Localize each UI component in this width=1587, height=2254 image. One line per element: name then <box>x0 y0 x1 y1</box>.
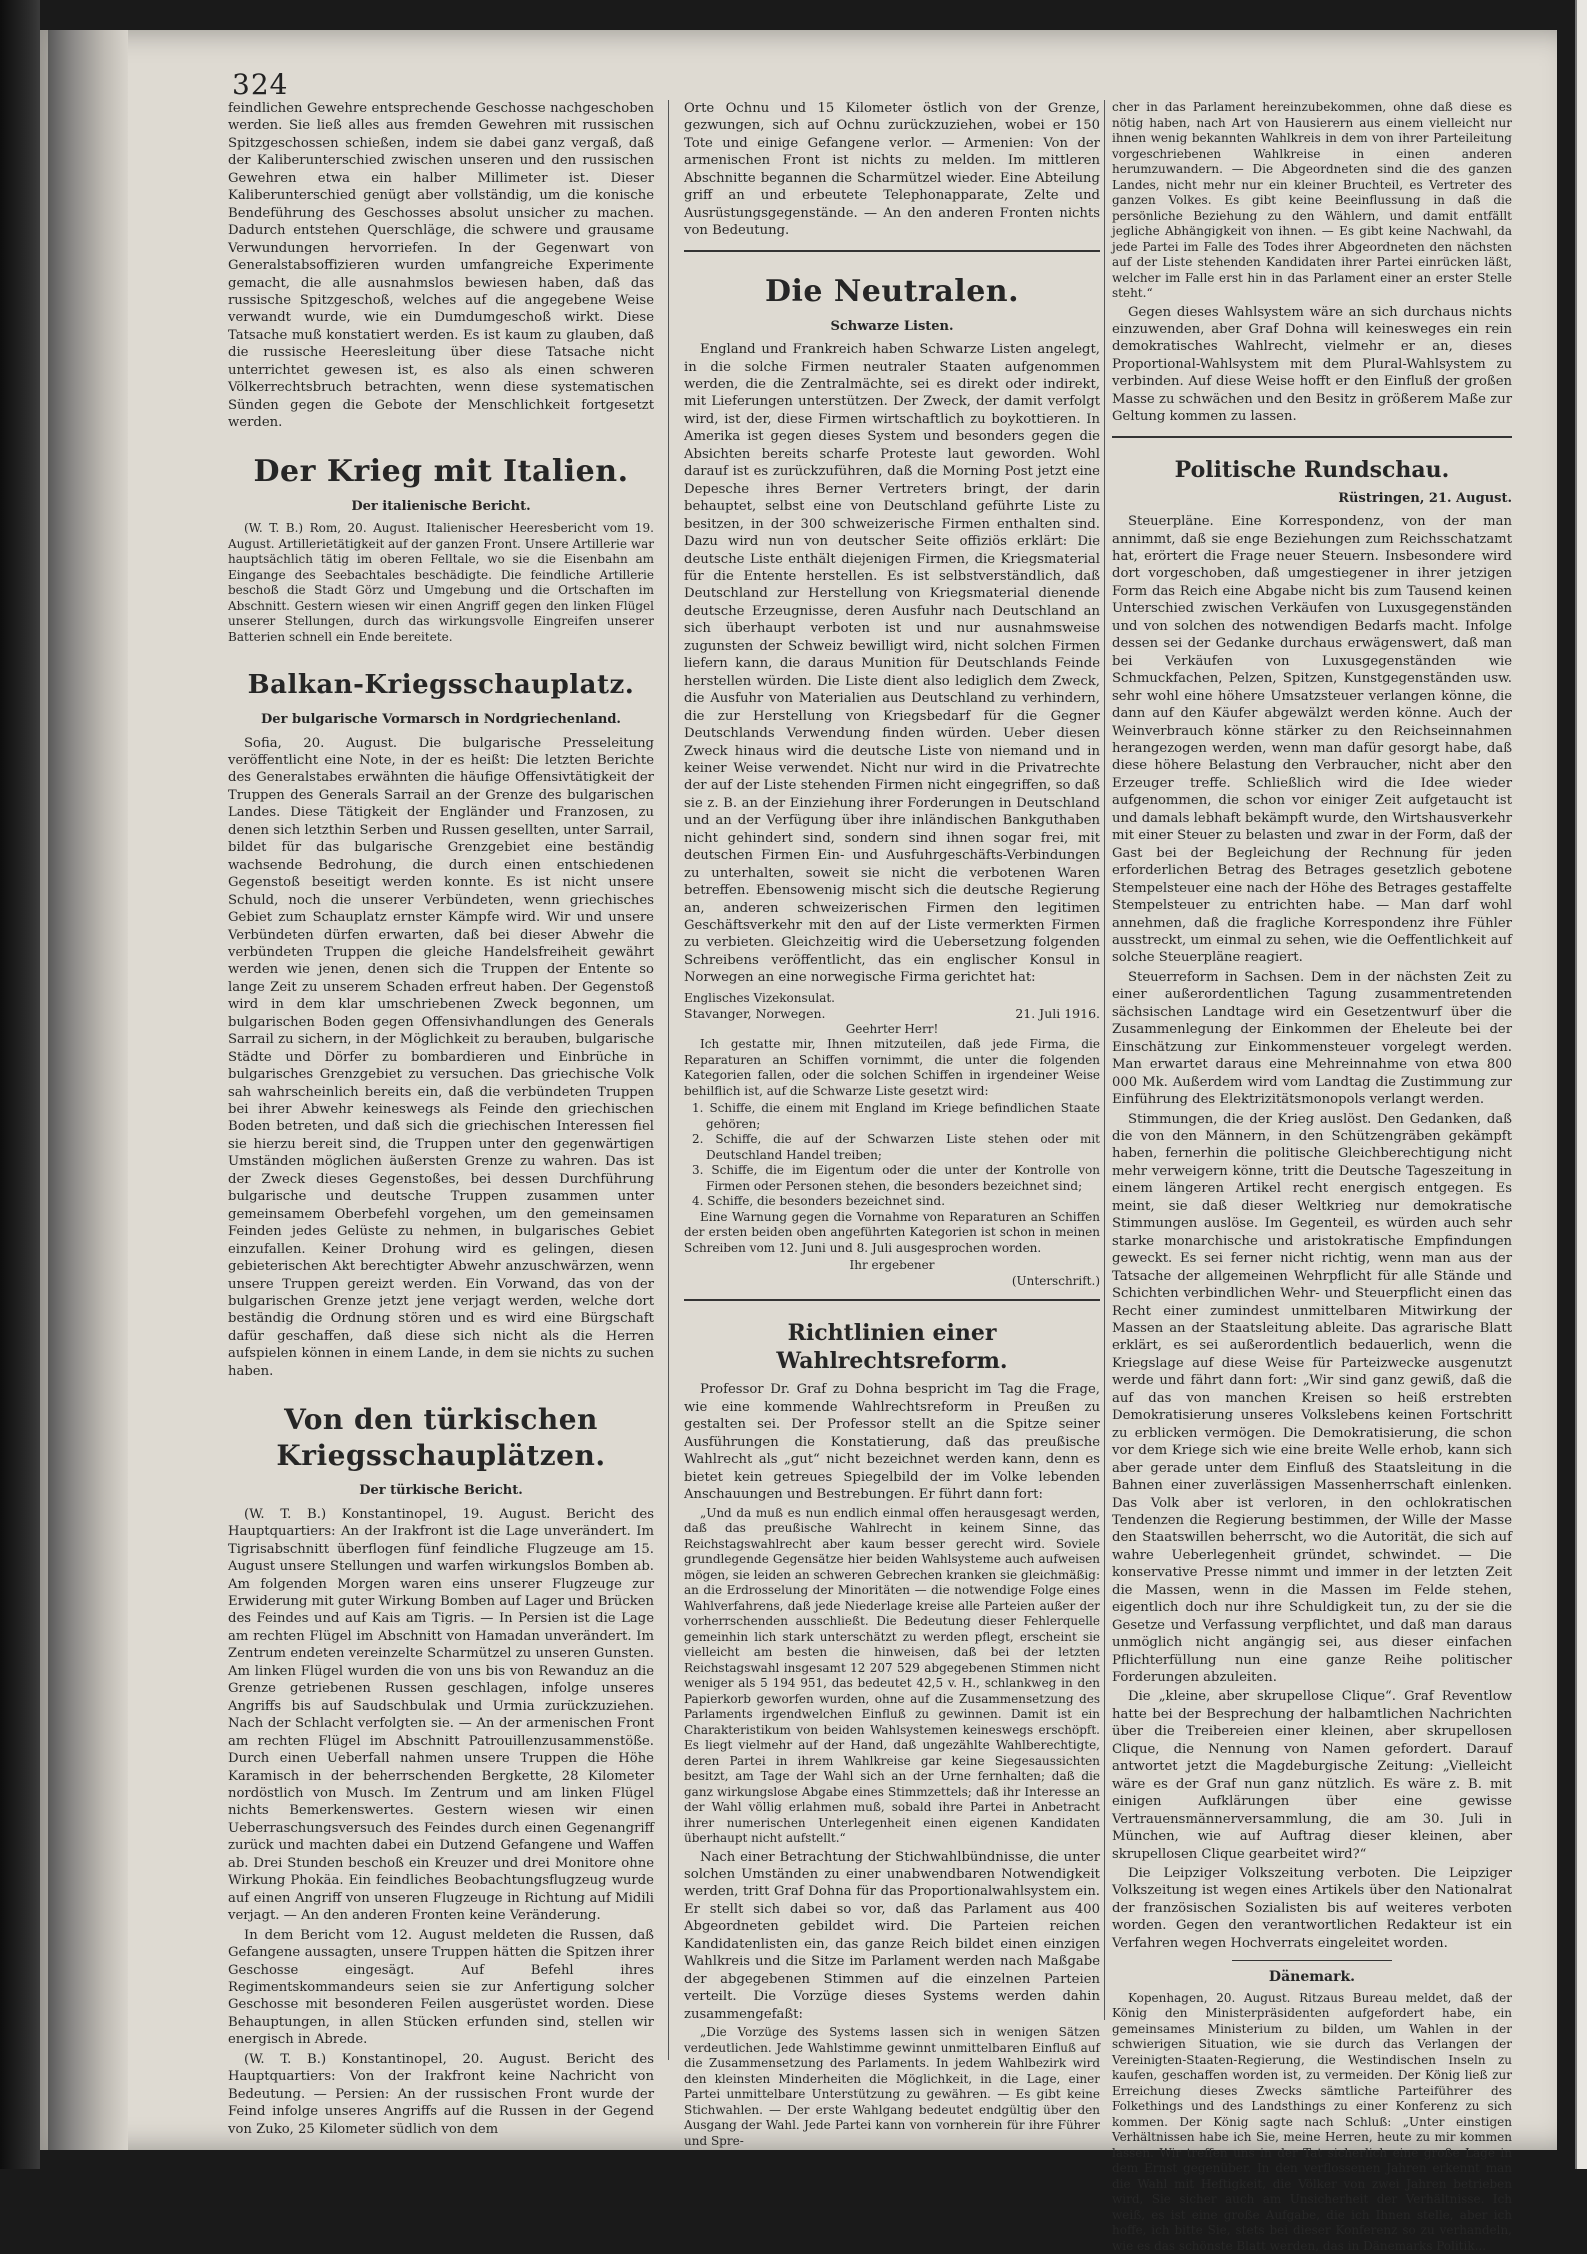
letter-salutation: Geehrter Herr! <box>845 1021 939 1036</box>
scan-edge <box>1575 0 1587 2169</box>
heading-balkan: Balkan-Kriegsschauplatz. <box>247 670 635 701</box>
clique-text: Die „kleine, aber skrupellose Clique“. Graf Reventlow hatte bei der Besprechung der halbamtlichen Nachrichten über die Treibereien einer kleinen, aber skrupellosen Clique, die Nennung von Namen gefordert. Darauf antwortet jetzt die Magdeburgische Zeitung: „Vielleicht wäre es der Graf nun ganz nützlich. Es wäre z. B. mit einigen Aufklärungen über eine gewisse Vertrauensmännerversammlung, die am 30. Juli in München, wie auf Auftrag dieser kleinen, aber skrupellosen Clique gearbeitet wird?“ <box>1112 1689 1512 1862</box>
wahl-quote: „Und da muß es nun endlich einmal offen herausgesagt werden, daß das preußische Wahlrecht in keinem Sinne, das Reichstagswahlrecht aber kaum besser gerecht wird. Soviele grundlegende Gegensätze hier beiden Wahlsysteme auch aufweisen mögen, sie leiden an schweren Gebrechen kranken sie gleichmäßig: an die Erdrosselung der Minoritäten — die notwendige Folge eines Wahlverfahrens, daß jede Niederlage kreise alle Parteien außer der vorherrschenden ausschließt. Die Bedeutung dieser Fehlerquelle gemeinhin lich stark unterschätzt zu werden pflegt, erscheint sie vielleicht am besten die hinweisen, daß bei der letzten Reichstagswahl insgesamt 12 207 529 abgegebenen Stimmen nicht weniger als 5 194 951, das bedeutet 42,5 v. H., schlankweg in den Papierkorb geworfen wurden, ohne auf die Zusammensetzung des Parlaments irgendwelchen Einfluß zu gewinnen. Damit ist ein Charakteristikum von beiden Wahlsystemen keineswegs erschöpft. Es liegt vielmehr auf der Hand, daß ungezählte Wahlberechtigte, deren Partei in ihrem Wahlkreise gar keine Siegesaussichten besitzt, am Tage der Wahl sich an der Urne fernhalten; daß die ganz wirkungslose Abgabe eines Stimmzettels; daß ihr Interesse an der Wahl völlig erlahmen muß, sobald ihre Partei in Anbetracht ihrer numerischen Unterlegenheit einen eigenen Kandidaten überhaupt nicht aufstellt.“ <box>684 1505 1100 1846</box>
letter-head: Englisches Vizekonsulat. <box>684 990 835 1005</box>
letter-item: 3. Schiffe, die im Eigentum oder die unter der Kontrolle von Firmen oder Personen stehen, die besonders bezeichnet sind; <box>692 1163 1100 1193</box>
neutral-text: England und Frankreich haben Schwarze Listen angelegt, in die solche Firmen neutraler Staaten aufgenommen werden, die die Zentralmächte, sei es direkt oder indirekt, mit Lieferungen unterstützen. Der Zweck, der damit verfolgt wird, ist der, diese Firmen wirtschaftlich zu boykottieren. In Amerika ist gegen dieses System und besonders gegen die Absichten bereits scharfe Proteste laut geworden. Wohl darauf ist es zurückzuführen, daß die Morning Post jetzt eine Depesche ihres Berner Vertreters bringt, der darin behauptet, selbst eine von Deutschland geführte Liste zu besitzen, in der 300 schweizerische Firmen enthalten sind. Dazu wird nun von deutscher Seite offiziös erklärt: Die deutsche Liste enthält diejenigen Firmen, die Kriegsmaterial für die Entente herstellen. Es ist selbstverständlich, daß Deutschland zur Herstellung von Kriegsmaterial dienende deutsche Erzeugnisse, deren Ausfuhr nach Deutschland an sich überhaupt verboten ist und nur ausnahmsweise zugunsten der Schweiz bewilligt wird, nicht solchen Firmen liefern kann, die daraus Munition für Deutschlands Feinde herstellen würden. Die Liste dient also lediglich dem Zweck, die Ausfuhr von Materialien aus Deutschland zu verhindern, die zur Herstellung von Kriegsbedarf für die Gegner Deutschlands Verwendung finden würden. Ueber diesen Zweck hinaus wird die deutsche Liste von niemand und in keiner Weise verwendet. Nicht nur wird in die Privatrechte der auf der Liste stehenden Firmen nicht eingegriffen, so daß sie z. B. an der Einziehung ihrer Forderungen in Deutschland und an der Verfügung über ihre inländischen Bankguthaben nicht gehindert sind, sondern sind ihnen sogar frei, mit deutschen Firmen Ein- und Ausfuhrgeschäfts-Verbindungen zu unterhalten, soweit sie nicht die verbotenen Waren betreffen. Ebensowenig mischt sich die deutsche Regierung an, anderen schweizerischen Firmen den legitimen Geschäftsverkehr mit den auf der Liste vermerkten Firmen zu verbieten. Gleichzeitig wird die Uebersetzung folgenden Schreibens veröffentlicht, das ein englischer Konsul in Norwegen an eine norwegische Firma gerichtet hat: <box>684 342 1100 986</box>
heading-tuerkische-kriegsschauplaetze: Von den türkischen Kriegsschauplätzen. <box>276 1403 606 1473</box>
subheading-balkan: Der bulgarische Vormarsch in Nordgriechenland. <box>261 712 621 728</box>
leipzig-text: Die Leipziger Volkszeitung verboten. Die Leipziger Volkszeitung ist wegen eines Artikels über den Nationalrat der französischen Sozialisten bis auf weiteres verboten worden. Gegen den verantwortlichen Redakteur ist ein Verfahren wegen Hochverrats eingeleitet worden. <box>1112 1866 1512 1951</box>
book-spine <box>0 0 40 2169</box>
subheading-tuerkisch: Der türkische Bericht. <box>359 1483 523 1499</box>
section-rule <box>684 1299 1100 1301</box>
letter-signature: (Unterschrift.) <box>1011 1273 1100 1288</box>
heading-krieg-italien: Der Krieg mit Italien. <box>253 453 629 489</box>
subheading-schwarze-listen: Schwarze Listen. <box>830 318 954 334</box>
column-divider-2 <box>1104 100 1105 2020</box>
col3-top: cher in das Parlament hereinzubekommen, ohne daß diese es nötig haben, nach Art von Hausierern aus einem vielleicht nur ihnen wenig bekannten Wahlkreis in dem von ihrer Parteileitung vorgeschriebenen Wahlkreise in einen anderen herumzuwandern. — Die Abgeordneten sind die des ganzen Landes, nicht mehr nur ein kleiner Bruchteil, es Vertreter des ganzen Volkes. Es gibt keine Beeinflussung in daß die persönliche Beziehung zu den Wählern, und damit entfällt jegliche Abhängigkeit von ihnen. — Es gibt keine Nachwahl, da jede Partei im Falle des Todes ihrer Abgeordneten den nächsten auf der Liste stehenden Kandidaten ihrer Partei einrücken läßt, welcher im Falle erst hin in das Parlament einer an erster Stelle steht.“ <box>1112 100 1512 300</box>
section-rule <box>1232 1960 1392 1961</box>
letter-item: 1. Schiffe, die einem mit England im Kriege befindlichen Staate gehören; <box>692 1101 1100 1131</box>
wahl-text-3: „Die Vorzüge des Systems lassen sich in wenigen Sätzen verdeutlichen. Jede Wahlstimme gewinnt unmittelbaren Einfluß auf die Zusammensetzung des Parlaments. In jedem Wahlbezirk wird den kleinsten Minderheiten die Möglichkeit, in die Lage, einer Partei unmittelbare Unterstützung zu gewähren. — Es gibt keine Stichwahlen. — Der erste Wahlgang bedeutet endgültig über den Ausgang der Wahl. Jede Partei kann von vornherein für ihre Führer und Spre- <box>684 2025 1100 2148</box>
page-number: 324 <box>232 68 289 101</box>
col2-top: Orte Ochnu und 15 Kilometer östlich von der Grenze, gezwungen, sich auf Ochnu zurückzuziehen, wobei er 150 Tote und einige Gefangene verlor. — Armenien: Von der armenischen Front ist nichts zu melden. Im mittleren Abschnitte begannen die Scharmützel wieder. Eine Abteilung griff an und erbeutete Telephonapparate, Zelte und Ausrüstungsgegenstände. — An den anderen Fronten nichts von Bedeutung. <box>684 101 1100 239</box>
consul-letter <box>684 991 1100 1290</box>
heading-daenemark: Dänemark. <box>1268 1969 1356 1986</box>
daenemark-text: Kopenhagen, 20. August. Ritzaus Bureau meldet, daß der König den Ministerpräsidenten aufgefordert habe, ein gemeinsames Ministerium zu bilden, um Wahlen in der schwierigen Situation, wie sie durch das Verlangen der Vereinigten-Staaten-Regierung, die Westindischen Inseln zu kaufen, geschaffen worden ist, zu vermeiden. Der König ließ zur Erreichung dieses Zwecks sämtliche Parteiführer des Folkethings und des Landsthings zu einer Konferenz zu sich kommen. Der König sagte nach Schluß: „Unter einstigen Verhältnissen habe ich Sie, meine Herren, heute zu mir kommen lassen. Wir treffen uns in der Tat sicherlich eine große Lage in dem Ernst gegenüber. In den verflossenen Jahren erkennt man die Wahl mit Heftigkeit, die Völker von zwei Jahren betrieben wird, Sie sicher auch am Unsicherheit der Verhältnisse. Ich weiß, es ist eine große Aufgabe, die ich Ihnen stelle, aber ich hoffe, ich bitte Sie, stets bei dieser Konferenz so zu verhandeln, wie es das schönste Blatt werden, das in Dänemarks Politik... <box>1112 1990 1512 2253</box>
sachsen-text: Steuerreform in Sachsen. Dem in der nächsten Zeit zu einer außerordentlichen Tagung zusammentretenden sächsischen Landtage wird ein Gesetzentwurf über die Zusammenlegung der Einkommen der Eheleute bei der Einschätzung zur Einkommensteuer vorgelegt werden. Man erwartet daraus eine Mehreinnahme von etwa 800 000 Mk. Außerdem wird vom Landtag die Zustimmung zur Einführung des Elektrizitätsmonopols verlangt werden. <box>1112 969 1512 1108</box>
col1-intro: feindlichen Gewehre entsprechende Geschosse nachgeschoben werden. Sie ließ alles aus fremden Gewehren mit russischen Spitzgeschossen schießen, indem sie dabei ganz vergaß, daß der Kaliberunterschied zwischen unseren und den russischen Gewehren etwa ein halber Millimeter ist. Dieser Kaliberunterschied genügt aber vollständig, um die konische Bendeführung des Geschosses absolut unsicher zu machen. Dadurch entstehen Querschläge, die schwere und grausame Verwundungen hervorriefen. In der Gegenwart von Generalstabsoffizieren wurden umfangreiche Experimente gemacht, die alle ausnahmslos bewiesen haben, daß das russische Spitzgeschoß, welches auf die angegebene Weise verwandt wurde, wie ein Dumdumgeschoß wirkt. Diese Tatsache muß konstatiert werden. Es ist kaum zu glauben, daß die russische Heeresleitung über diese Tatsache nicht unterrichtet gewesen ist, es also als einen schweren Völkerrechtsbruch betrachten, wenn diese systematischen Sünden gegen die Gebote der Menschlichkeit fortgesetzt werden. <box>228 101 654 431</box>
heading-politische-rundschau: Politische Rundschau. <box>1174 456 1450 483</box>
letter-body: Ich gestatte mir, Ihnen mitzuteilen, daß jede Firma, die Reparaturen an Schiffen vornimmt, die unter die folgenden Kategorien fallen, oder die solchen Schiffen in irgendeiner Weise behilflich ist, auf die Schwarze Liste gesetzt wird: <box>684 1037 1100 1098</box>
letter-warning: Eine Warnung gegen die Vornahme von Reparaturen an Schiffen der ersten beiden oben angeführten Kategorien ist schon in meinen Schreiben vom 12. Juni und 8. Juli ausgesprochen worden. <box>684 1209 1100 1255</box>
column-1 <box>228 100 654 2137</box>
stimmungen-text: Stimmungen, die der Krieg auslöst. Den Gedanken, daß die von den Männern, in den Schützengräben gekämpft haben, fernerhin die politische Gleichberechtigung nicht mehr verweigern könne, tritt die Deutsche Tageszeitung in einem längeren Artikel recht energisch entgegen. Es meint, sie daß dieser Weltkrieg nur demokratische Stimmungen auslöse. Im Gegenteil, es würden auch sehr starke monarchische und aristokratische Empfindungen geweckt. Es sei ferner nicht richtig, wenn man aus der Tatsache der allgemeinen Wehrpflicht für alle Stände und Schichten verbindlichen Wehr- und Steuerpflicht einen das Recht einer zumindest unmittelbaren Mitwirkung der Massen an der Staatsleitung ableite. Das agrarische Blatt erklärt, es sei außerordentlich bedauerlich, wenn die Kriegslage auf diese Weise für Parteizwecke ausgenutzt werde und fährt dann fort: „Wir sind ganz gewiß, daß die auf das von manchen Kreisen so heiß erstrebten Demokratisierung unseres Volkslebens keinen Fortschritt zu erblicken vermögen. Die Demokratisierung, die schon vor dem Kriege sich wie eine breite Welle erhob, kann sich aber gerade unter dem Einfluß des Staatsleitung in die Bahnen einer zuverlässigen Massenherrschaft einlenken. Das Volk aber ist verloren, in den ochlokratischen Tendenzen die Regierung bestimmen, der Wille der Masse den Staatswillen beherrscht, wo die Autorität, die sich auf wahre Ueberlegenheit gründet, schwindet. — Die konservative Presse nimmt und immer in der letzten Zeit die Massen, wenn in die Massen im Felde stehen, eigentlich doch nur ihre Schuldigkeit tun, zu der sie die Gesetze und Verfassung verpflichtet, und daß man daraus unmöglich nicht angängig sei, aus dieser einfachen Pflichterfüllung nun eine ganze Reihe politischer Forderungen abzuleiten. <box>1112 1111 1512 1686</box>
letter-dateline <box>684 1006 1100 1022</box>
turk-report-2: In dem Bericht vom 12. August meldeten die Russen, daß Gefangene aussagten, unsere Truppen hätten die Spitzen ihrer Geschosse eingesägt. Auf Befehl ihres Regimentskommandeurs seien sie zur Anfertigung solcher Geschosse mit besonderen Feilen ausgerüstet worden. Diese Behauptungen, in allen Stücken erfunden sind, stellen wir energisch in Abrede. <box>228 1927 654 2048</box>
letter-close: Ihr ergebener <box>849 1258 935 1273</box>
turk-report-1: (W. T. B.) Konstantinopel, 19. August. Bericht des Hauptquartiers: An der Irakfront ist die Lage unverändert. Im Tigrisabschnitt überflogen fünf feindliche Flugzeuge am 15. August unsere Stellungen und warfen wirkungslos Bomben ab. Am folgenden Morgen waren eins unserer Flugzeuge zur Erwiderung mit guter Wirkung Bomben auf Lager und Brücken des Feindes und auf Kais am Tigris. — In Persien ist die Lage am rechten Flügel im Abschnitt von Hamadan unverändert. Im Zentrum endeten vereinzelte Scharmützel zu unseren Gunsten. Am linken Flügel wurden die von uns bis von Rewanduz an die Grenze getriebenen Russen geschlagen, infolge unseres Angriffs bis auf Saudschbulak und Urmia zurückzuziehen. Nach der Schlacht verfolgten sie. — An der armenischen Front am rechten Flügel im Abschnitt Patrouillenzusammenstöße. Durch einen Ueberfall nahmen unsere Truppen die Höhe Karamisch in der beherrschenden Bergkette, 28 Kilometer nordöstlich von Musch. Im Zentrum und am linken Flügel nichts Bemerkenswertes. Gestern wiesen wir einen Ueberraschungsversuch des Feindes durch einen Gegenangriff zurück und machten dabei ein Dutzend Gefangene und Waffen ab. Drei Stunden beschoß ein Kreuzer und drei Monitore ohne Wirkung Phokäa. Ein feindliches Beobachtungsflugzeug wurde auf einen Angriff von unseren Flugzeuge in Richtung auf Midili verjagt. — An den anderen Fronten keine Veränderung. <box>228 1506 654 1924</box>
column-2 <box>684 100 1100 2148</box>
column-divider-1 <box>668 100 669 2060</box>
italien-report: (W. T. B.) Rom, 20. August. Italienischer Heeresbericht vom 19. August. Artillerietätigkeit auf der ganzen Front. Unsere Artillerie war hauptsächlich tätig im oberen Felltale, wo sie die Eisenbahn am Eingange des Seebachtales beschädigte. Die feindliche Artillerie beschoß die Stadt Görz und Umgebung und die Ortschaften im Abschnitt. Gestern wiesen wir einen Angriff gegen den linken Flügel unserer Stellungen, durch das wirkungsvolle Eingreifen unserer Batterien schnell ein Ende bereitete. <box>228 521 654 644</box>
dateline-ruestringen: Rüstringen, 21. August. <box>1338 490 1512 506</box>
wahl-text-1: Professor Dr. Graf zu Dohna bespricht im Tag die Frage, wie eine kommende Wahlrechtsreform in Preußen zu gestalten sei. Der Professor stellt an die Spitze seiner Ausführungen die Konstatierung, daß das preußische Wahlrecht als „gut“ nicht bezeichnet werden kann, denn es bietet kein getreues Spiegelbild der im Volke lebenden Anschauungen und Bestrebungen. Er führt dann fort: <box>684 1382 1100 1503</box>
letter-item: 2. Schiffe, die auf der Schwarzen Liste stehen oder mit Deutschland Handel treiben; <box>692 1132 1100 1162</box>
turk-report-3: (W. T. B.) Konstantinopel, 20. August. Bericht des Hauptquartiers: Von der Irakfront keine Nachricht von Bedeutung. — Persien: An der russischen Front wurde der Feind infolge unseres Angriffs auf die Russen in der Gegend von Zuko, 25 Kilometer südlich von dem <box>228 2051 654 2137</box>
section-rule <box>684 250 1100 252</box>
col3-top-2: Gegen dieses Wahlsystem wäre an sich durchaus nichts einzuwenden, aber Graf Dohna will keinesweges ein rein demokratisches Wahlrecht, vielmehr er an, dieses Proportional-Wahlsystem mit dem Plural-Wahlsystem zu verbinden. Auf diese Weise hofft er den Einfluß der großen Masse zu schwächen und den Besitz in größerem Maße zur Geltung kommen zu lassen. <box>1112 304 1512 425</box>
page-binding-shadow <box>48 30 128 2150</box>
letter-place: Stavanger, Norwegen. <box>684 1006 826 1022</box>
subheading-italien: Der italienische Bericht. <box>351 498 531 514</box>
column-3 <box>1112 100 1512 2253</box>
heading-neutralen: Die Neutralen. <box>764 273 1020 309</box>
heading-wahlrechtsreform: Richtlinien einer Wahlrechtsreform. <box>776 1320 1008 1375</box>
steuerplaene-text: Steuerpläne. Eine Korrespondenz, von der man annimmt, daß sie enge Beziehungen zum Reichsschatzamt hat, erörtert die Frage neuer Steuern. Insbesondere wird dort vorgeschoben, daß umgestiegener in ihrer jetzigen Form das Reich eine Abgabe nicht bis zum Tausend keinen Unterschied zwischen Verkäufen von Luxusgegenständen und von solchen des notwendigen Bedarfs macht. Infolge dessen sei der Gedanke durchaus erwägenswert, daß man bei Verkäufen von Luxusgegenständen wie Schmuckfachen, Pelzen, Spitzen, Kunstgegenständen usw. sehr wohl eine höhere Umsatzsteuer verlangen könne, die dann auf den Käufer abgewälzt werden könne. Auch der Weinverbrauch könne stärker zu den Reichseinnahmen herangezogen werden, wenn man dafür gesorgt habe, daß diese höhere Belastung den Verbraucher, nicht aber den Erzeuger treffe. Schließlich wird die Idee wieder aufgenommen, die schon vor einiger Zeit aufgetaucht ist und damals lebhaft bekämpft wurde, den Wirtshausverkehr mit einer Steuer zu belasten und zwar in der Form, daß der Gast bei der Begleichung der Rechnung für jeden erforderlichen Betrag des Betrages gesetzlich gebotene Stempelsteuer eine nach der Höhe des Betrages gestaffelte Stempelsteuer zu entrichten habe. — Man darf wohl annehmen, daß die fragliche Korrespondenz ihre Fühler ausstreckt, um einmal zu sehen, wie die Oeffentlichkeit auf solche Steuerpläne reagiert. <box>1112 514 1512 966</box>
section-rule <box>1112 436 1512 438</box>
letter-date: 21. Juli 1916. <box>1015 1006 1100 1022</box>
letter-item: 4. Schiffe, die besonders bezeichnet sind. <box>692 1194 946 1209</box>
balkan-report: Sofia, 20. August. Die bulgarische Presseleitung veröffentlicht eine Note, in der es heißt: Die letzten Berichte des Generalstabes erwähnten die häufige Offensivtätigkeit der Truppen des Generals Sarrail an der Grenze des bulgarischen Landes. Diese Tätigkeit der Engländer und Franzosen, zu denen sich letzthin Serben und Russen gesellten, unter Sarrail, bildet für das bulgarische Grenzgebiet eine beständig wachsende Bedrohung, die durch einen entschiedenen Gegenstoß beseitigt werden konnte. Es ist nicht unsere Schuld, noch die unserer Verbündeten, wenn griechisches Gebiet zum Schauplatz ernster Kämpfe wird. Wir und unsere Verbündeten dürfen erwarten, daß bei dieser Abwehr die verbündeten Truppen die gleiche Handelsfreiheit gewährt werden wie jenen, denen sich die Truppen der Entente so lange Zeit zu unserem Schaden erfreut haben. Der Gegenstoß wird in dem klar umschriebenen Zweck begonnen, um bulgarischen Boden gegen Offensivhandlungen des Generals Sarrail zu sichern, in der Möglichkeit zu berauben, bulgarische Städte und Dörfer zu bombardieren und Einbrüche in bulgarisches Grenzgebiet zu versuchen. Das griechische Volk sah wahrscheinlich bereits ein, daß die verbündeten Truppen bei ihrer Abwehr keineswegs als Feinde den griechischen Boden betreten, und daß sich die griechischen Interessen fiel sie hierzu bereit sind, die Truppen unter den gegenwärtigen Umständen möglichen äußersten Grenze zu wahren. Das ist der Zweck dieses Gegenstoßes, bei dessen Durchführung bulgarische und deutsche Truppen zusammen unter gemeinsamem Oberbefehl vorgehen, um den gemeinsamen Feinden jedes Gelüste zu nehmen, in bulgarisches Gebiet einzufallen. Keiner Drohung wird es gelingen, diesen gebieterischen Akt berechtigter Abwehr anzuschwärzen, wenn unsere Truppen gereizt werden. Ein Vorwand, das von der bulgarischen Grenze jetzt jene verjagt werden, welche dort beständig die Ordnung stören und es wird eine Bürgschaft dafür geschaffen, daß diese sich nicht als die Herren aufspielen können in einem Lande, in dem sie nichts zu suchen haben. <box>228 735 654 1379</box>
wahl-text-2: Nach einer Betrachtung der Stichwahlbündnisse, die unter solchen Umständen zu einer unabwendbaren Notwendigkeit werden, tritt Graf Dohna für das Proportionalwahlsystem ein. Er stellt sich dabei so vor, daß das Parlament aus 400 Abgeordneten gebildet wird. Die Parteien reichen Kandidatenlisten ein, das ganze Reich bildet einen einzigen Wahlkreis und die Sitze im Parlament werden nach Maßgabe der abgegebenen Stimmen auf die einzelnen Parteien verteilt. Die Vorzüge dieses Systems werden dahin zusammengefaßt: <box>684 1849 1100 2022</box>
